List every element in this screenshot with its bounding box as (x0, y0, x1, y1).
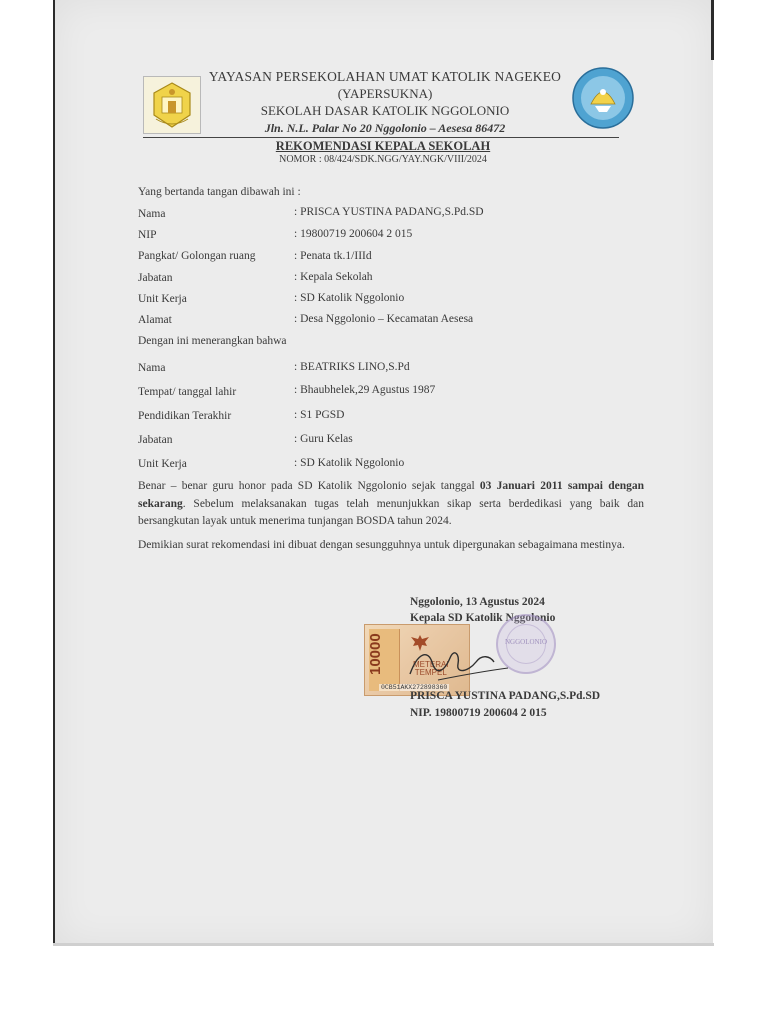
field-value: : 19800719 200604 2 015 (294, 228, 413, 240)
signature-nip: NIP. 19800719 200604 2 015 (410, 707, 547, 719)
document-title: REKOMENDASI KEPALA SEKOLAH (275, 139, 491, 153)
foundation-abbreviation: (YAPERSUKNA) (337, 86, 433, 101)
revenue-stamp-label-2: TEMPEL (414, 668, 447, 677)
revenue-stamp-code: 0CB51AKX272898360 (381, 684, 448, 691)
field-label: Jabatan (138, 272, 173, 284)
letterhead-divider (143, 137, 619, 138)
field-label: Nama (138, 208, 166, 220)
field-value: : Kepala Sekolah (294, 271, 373, 283)
body-text: . Sebelum melaksanakan tugas telah menunjukkan sikap serta berdedikasi yang baik dan bersangkutan layak untuk menerima tunjangan BOSDA tahun 2024. (138, 497, 644, 527)
field-label: NIP (138, 229, 157, 241)
body-text: Benar – benar guru honor pada SD Katolik Nggolonio sejak tanggal (138, 480, 480, 492)
body-paragraph-2: Demikian surat rekomendasi ini dibuat dengan sesungguhnya untuk dipergunakan sebagaimana mestinya. (138, 539, 625, 551)
body-paragraph-1 (138, 478, 644, 531)
signature-place-date: Nggolonio, 13 Agustus 2024 (410, 596, 545, 608)
field-label: Unit Kerja (138, 293, 187, 305)
school-name: SEKOLAH DASAR KATOLIK NGGOLONIO (260, 103, 510, 118)
foundation-logo (143, 76, 201, 134)
body-text-bold: 03 Januari 2011 sampai dengan sekarang (138, 480, 644, 510)
field-label: Nama (138, 362, 166, 374)
field-label: Alamat (138, 314, 172, 326)
field-value: : Desa Nggolonio – Kecamatan Aesesa (294, 313, 474, 325)
field-value: : SD Katolik Nggolonio (294, 457, 405, 469)
stamp-text: NGGOLONIO (505, 638, 547, 646)
field-label: Pendidikan Terakhir (138, 410, 232, 422)
field-label: Unit Kerja (138, 458, 187, 470)
field-value: : PRISCA YUSTINA PADANG,S.Pd.SD (294, 206, 484, 218)
scan-edge-bottom (53, 943, 714, 946)
signature-position: Kepala SD Katolik Nggolonio (410, 612, 556, 624)
field-value: : Guru Kelas (294, 433, 353, 445)
field-value: : Penata tk.1/IIId (294, 250, 372, 262)
revenue-stamp-amount: 10000 (367, 633, 384, 675)
field-label: Tempat/ tanggal lahir (138, 386, 237, 398)
field-value: : S1 PGSD (294, 409, 345, 421)
intro-subject: Dengan ini menerangkan bahwa (138, 335, 287, 347)
handwritten-signature (398, 632, 518, 687)
scan-edge-right (711, 0, 714, 60)
tut-wuri-handayani-logo (571, 66, 635, 130)
signature-name: PRISCA YUSTINA PADANG,S.Pd.SD (410, 690, 601, 702)
field-label: Pangkat/ Golongan ruang (138, 250, 256, 262)
school-address: Jln. N.L. Palar No 20 Nggolonio – Aesesa 86472 (264, 121, 506, 135)
field-value: : SD Katolik Nggolonio (294, 292, 405, 304)
revenue-stamp-label-1: METERAI (413, 660, 449, 669)
field-value: : Bhaubhelek,29 Agustus 1987 (294, 384, 436, 396)
intro-signer: Yang bertanda tangan dibawah ini : (138, 186, 301, 198)
field-value: : BEATRIKS LINO,S.Pd (294, 361, 410, 373)
foundation-name: YAYASAN PERSEKOLAHAN UMAT KATOLIK NAGEKEO (208, 69, 562, 84)
document-number: NOMOR : 08/424/SDK.NGG/YAY.NGK/VIII/2024 (279, 154, 487, 165)
field-label: Jabatan (138, 434, 173, 446)
